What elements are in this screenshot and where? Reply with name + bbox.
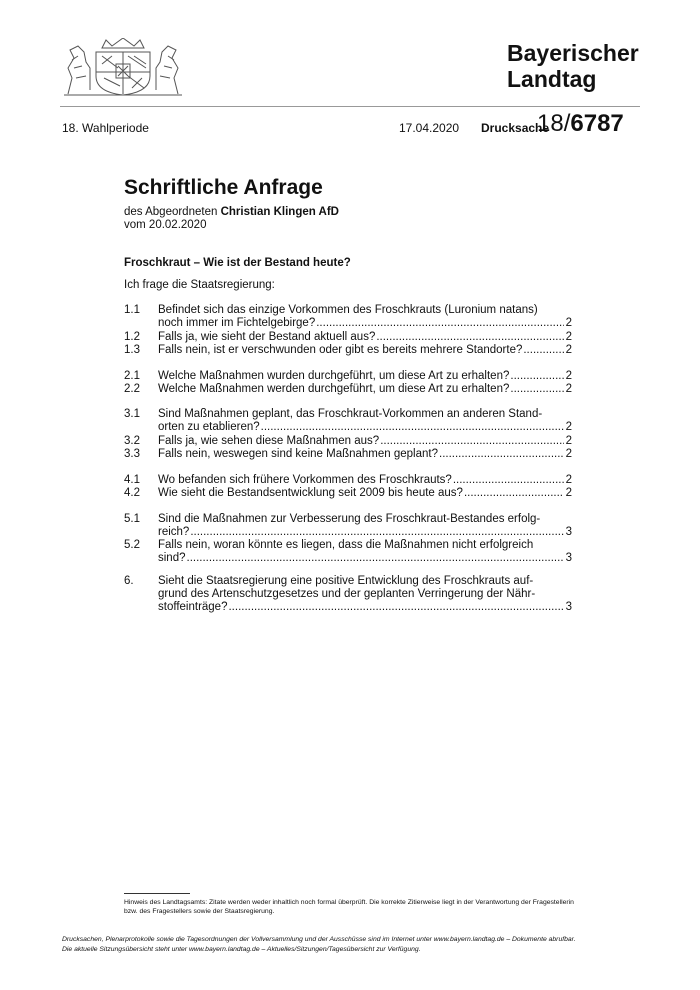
leader-dots [453,474,564,487]
leader-dots [464,487,564,500]
leader-dots [190,526,563,539]
question-item [124,304,572,330]
question-item [124,344,572,357]
question-text: Welche Maßnahmen werden durchgeführt, um diese Art zu erhalten? [158,383,510,395]
leader-dots [228,601,563,614]
page-ref: 2 [565,344,572,356]
question-number: 3.2 [124,435,140,447]
question-number: 1.1 [124,304,140,316]
question-text: Falls nein, ist er verschwunden oder gibt es bereits mehrere Standorte? [158,344,523,356]
inquiry-date: vom 20.02.2020 [124,219,207,231]
question-text: Falls ja, wie sehen diese Maßnahmen aus? [158,435,380,447]
brand-name [507,40,639,92]
question-number: 3.3 [124,448,140,460]
question-number: 6. [124,575,134,587]
question-text: sind? [158,552,186,565]
question-number: 1.2 [124,331,140,343]
question-text: Falls nein, weswegen sind keine Maßnahmen geplant? [158,448,438,460]
leader-dots [439,448,564,461]
page-ref: 2 [565,448,572,460]
question-text: noch immer im Fichtelgebirge? [158,317,316,330]
question-number: 2.2 [124,383,140,395]
leader-dots [316,317,563,330]
drucksache-prefix: 18/ [537,110,571,137]
question-text: reich? [158,526,190,539]
question-text: Wo befanden sich frühere Vorkommen des Froschkrauts? [158,474,452,486]
question-number: 5.1 [124,513,140,525]
page-ref: 2 [565,474,572,486]
question-item [124,539,572,565]
question-text: Wie sieht die Bestandsentwicklung seit 2009 bis heute aus? [158,487,463,499]
leader-dots [523,344,563,357]
question-item [124,513,572,539]
question-text: Sieht die Staatsregierung eine positive Entwicklung des Froschkrauts auf- [158,575,534,587]
question-number: 5.2 [124,539,140,551]
question-number: 4.1 [124,474,140,486]
question-number: 2.1 [124,370,140,382]
page-ref: 2 [565,370,572,382]
question-text: Sind die Maßnahmen zur Verbesserung des Froschkraut-Bestandes erfolg- [158,513,541,525]
leader-dots [261,421,564,434]
byline-prefix: des Abgeordneten [124,206,218,218]
question-number: 4.2 [124,487,140,499]
question-text: Sind Maßnahmen geplant, das Froschkraut-Vorkommen an anderen Stand- [158,408,543,420]
brand-line-2: Landtag [507,66,597,92]
footnote: Hinweis des Landtagsamts: Zitate werden weder inhaltlich noch formal überprüft. Die korrekte Zitierweise liegt in der Verantwortung der Fragestellerin bzw. des Fragestellers sowie der Staatsregierung. [124,899,574,915]
page-ref: 3 [565,526,572,539]
document-date: 17.04.2020 [399,121,460,135]
footer-line: Drucksachen, Plenarprotokolle sowie die Tagesordnungen der Vollversammlung und der Ausschüsse sind im Internet unter www.bayern.landtag.de – Dokumente abrufbar. [62,936,576,943]
inquiry-topic: Froschkraut – Wie ist der Bestand heute? [124,257,351,269]
question-item [124,435,572,448]
page-ref: 3 [565,601,572,614]
question-item [124,408,572,434]
question-item [124,487,572,500]
leader-dots [376,331,563,344]
drucksache-id: 6787 [570,110,624,137]
question-text: orten zu etablieren? [158,421,260,434]
page-ref: 2 [565,383,572,395]
footnote-divider [124,893,190,894]
page-ref: 2 [565,421,572,434]
question-item [124,331,572,344]
inquiry-intro: Ich frage die Staatsregierung: [124,279,275,291]
question-item [124,383,572,396]
page-ref: 2 [565,435,572,447]
leader-dots [510,370,563,383]
brand-line-1: Bayerischer [507,40,639,66]
leader-dots [510,383,563,396]
question-text: Falls ja, wie sieht der Bestand aktuell aus? [158,331,376,343]
byline [124,206,339,232]
question-number: 1.3 [124,344,140,356]
question-text: Falls nein, woran könnte es liegen, dass die Maßnahmen nicht erfolgreich [158,539,534,551]
question-text: stoffeinträge? [158,601,228,614]
leader-dots [380,435,563,448]
question-text: Befindet sich das einzige Vorkommen des Froschkrauts (Luronium natans) [158,304,538,316]
question-item [124,474,572,487]
author-name: Christian Klingen AfD [220,206,339,218]
question-text: Welche Maßnahmen wurden durchgeführt, um diese Art zu erhalten? [158,370,510,382]
page-footer [62,935,622,954]
coat-of-arms-logo [62,38,184,96]
page-ref: 2 [565,487,572,499]
page-ref: 2 [565,331,572,343]
drucksache-number [537,110,624,138]
page-ref: 2 [565,317,572,330]
question-text: grund des Artenschutzgesetzes und der geplanten Verringerung der Nähr- [158,588,536,601]
page-title: Schriftliche Anfrage [124,176,323,199]
question-item [124,448,572,461]
footer-line: Die aktuelle Sitzungsübersicht steht unter www.bayern.landtag.de – Aktuelles/Sitzungen/Tagesübersicht zur Verfügung. [62,945,421,953]
wahlperiode: 18. Wahlperiode [62,121,149,135]
question-item [124,370,572,383]
question-item [124,575,572,615]
leader-dots [187,552,564,565]
header-divider [60,106,640,107]
page-ref: 3 [565,552,572,565]
drucksache-label: Drucksache [481,121,550,135]
question-number: 3.1 [124,408,140,420]
